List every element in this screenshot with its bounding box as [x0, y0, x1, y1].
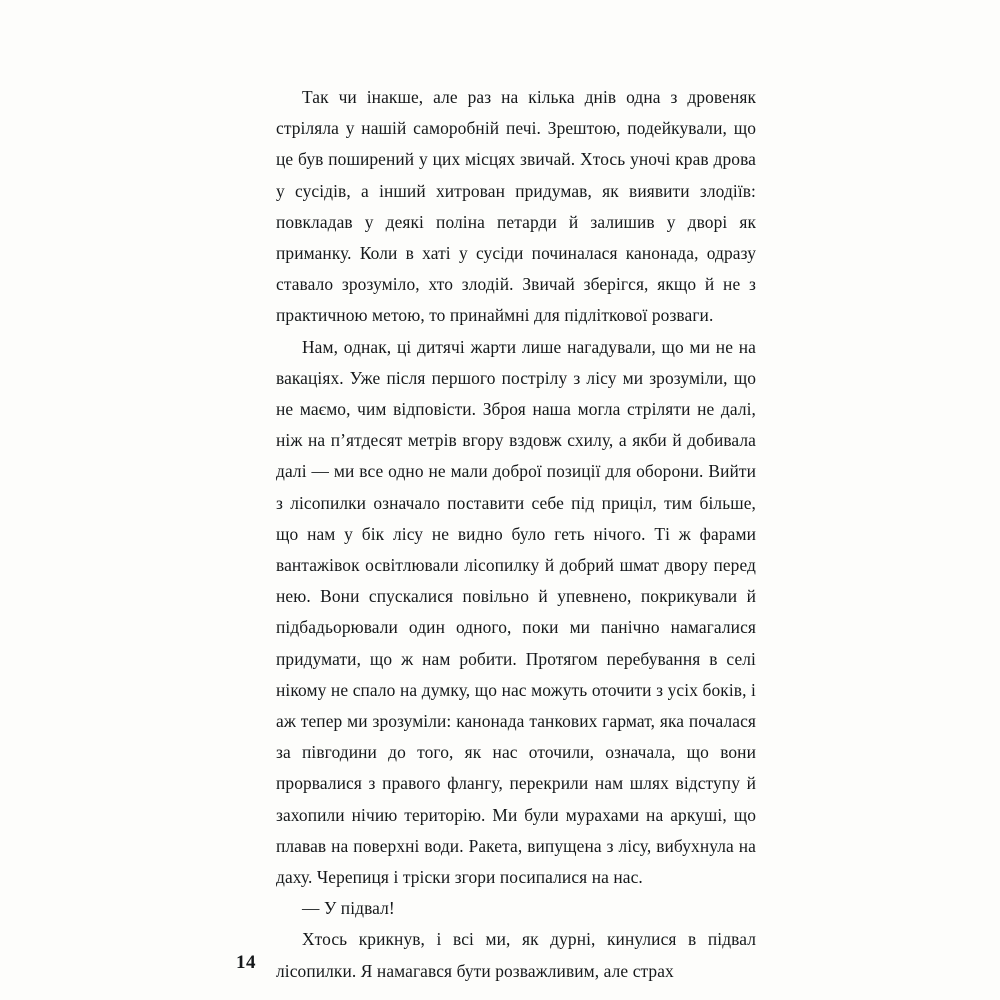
- paragraph: Нам, однак, ці дитячі жарти лише нагадували, що ми не на вакаціях. Уже після першого пострілу з лісу ми зрозуміли, що не маємо, чим відповісти. Зброя наша могла стріляти не далі, ніж на п’ятдесят метрів вгору вздовж схилу, а якби й добивала далі — ми все одно не мали доброї позиції для оборони. Вийти з лісопилки означало поставити себе під приціл, тим більше, що нам у бік лісу не видно було геть нічого. Ті ж фарами вантажівок освітлювали лісопилку й добрий шмат двору перед нею. Вони спускалися повільно й упевнено, покрикували й підбадьорювали один одного, поки ми панічно намагалися придумати, що ж нам робити. Протягом перебування в селі нікому не спало на думку, що нас можуть оточити з усіх боків, і аж тепер ми зрозуміли: канонада танкових гармат, яка почалася за півгодини до того, як нас оточили, означала, що вони прорвалися з правого флангу, перекрили нам шлях відступу й захопили нічию територію. Ми були мурахами на аркуші, що плавав на поверхні води. Ракета, випущена з лісу, вибухнула на даху. Черепиця і тріски згори посипалися на нас.: [276, 336, 756, 888]
- paragraph: Так чи інакше, але раз на кілька днів одна з дровеняк стріляла у нашій саморобній печі. Зрештою, подейкували, що це був поширений у цих місцях звичай. Хтось уночі крав дрова у сусідів, а інший хитрован придумав, як виявити злодіїв: повкладав у деякі поліна петарди й залишив у дворі як приманку. Коли в хаті у сусіди починалася канонада, одразу ставало зрозуміло, хто злодій. Звичай зберігся, якщо й не з практичною метою, то принаймні для підліткової розваги.: [276, 87, 756, 326]
- page-number: 14: [236, 952, 256, 973]
- dialogue-line: — У підвал!: [302, 898, 395, 919]
- page-text-column: [276, 82, 756, 987]
- paragraph: Хтось крикнув, і всі ми, як дурні, кинулися в підвал лісопилки. Я намагався бути розважливим, але страх: [276, 929, 756, 981]
